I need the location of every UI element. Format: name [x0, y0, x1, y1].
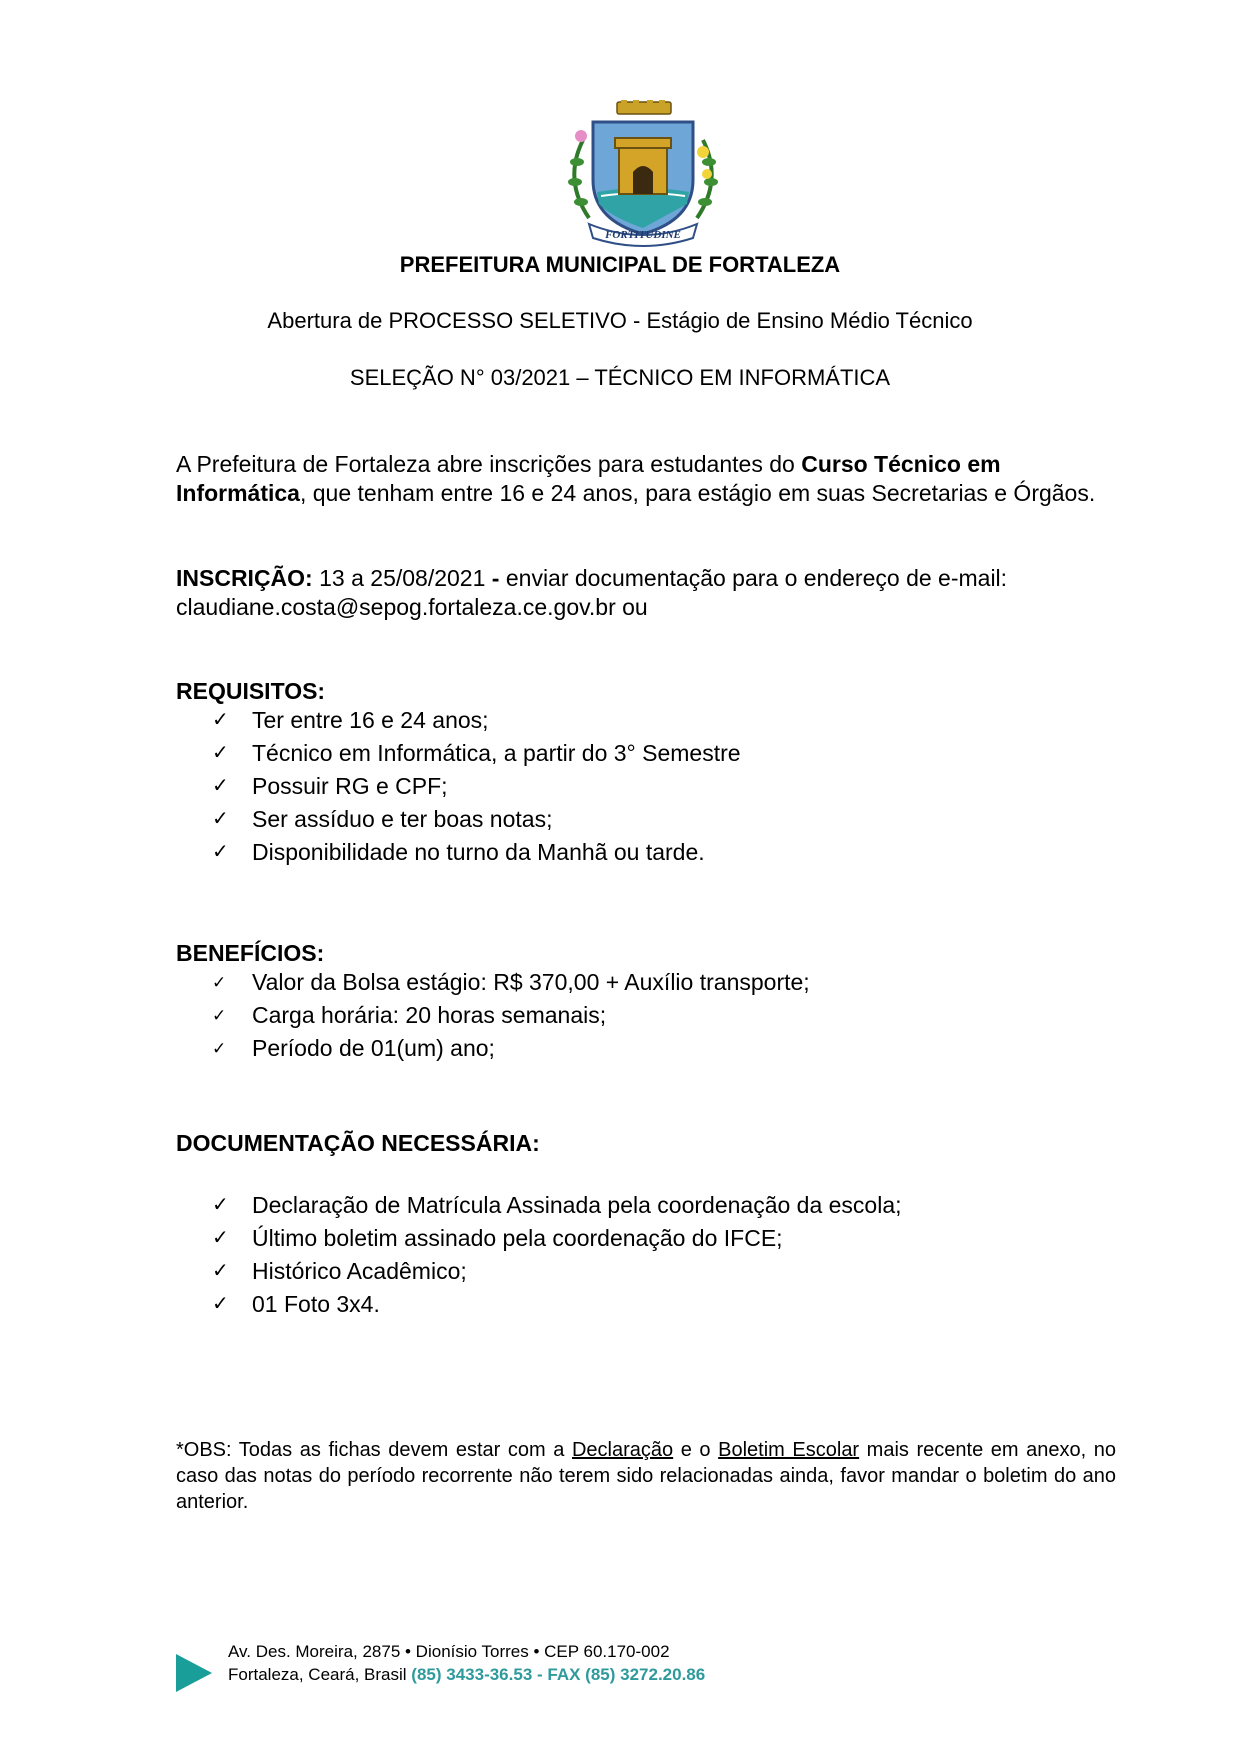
list-item: ✓ Histórico Acadêmico;	[212, 1255, 902, 1288]
inscricao-label: INSCRIÇÃO:	[176, 565, 313, 591]
page-subtitle: Abertura de PROCESSO SELETIVO - Estágio de Ensino Médio Técnico	[267, 308, 973, 333]
list-item: ✓ Ter entre 16 e 24 anos;	[212, 704, 741, 737]
inscricao-dates: 13 a 25/08/2021	[312, 565, 492, 591]
city-coat-of-arms-logo	[553, 100, 733, 250]
footer-contact	[228, 1640, 705, 1686]
list-item: ✓ Possuir RG e CPF;	[212, 770, 741, 803]
check-icon: ✓	[212, 973, 227, 992]
check-icon: ✓	[212, 1227, 229, 1249]
list-item: ✓ Último boletim assinado pela coordenação do IFCE;	[212, 1222, 902, 1255]
page-title: PREFEITURA MUNICIPAL DE FORTALEZA	[399, 252, 841, 277]
footer-city: Fortaleza, Ceará, Brasil	[228, 1665, 412, 1684]
intro-course: Curso Técnico em Informática	[176, 451, 1001, 506]
list-item: ✓ Carga horária: 20 horas semanais;	[212, 999, 810, 1032]
list-item: ✓ 01 Foto 3x4.	[212, 1288, 902, 1321]
beneficios-heading: BENEFÍCIOS:	[176, 940, 325, 966]
inscricao-text: enviar documentação para o endereço de e-mail: claudiane.costa@sepog.fortaleza.ce.gov.br ou	[176, 565, 1008, 620]
beneficios-list	[212, 966, 810, 1065]
intro-text-after: , que tenham entre 16 e 24 anos, para estágio em suas Secretarias e Órgãos.	[299, 480, 1096, 506]
documentacao-heading: DOCUMENTAÇÃO NECESSÁRIA:	[176, 1130, 540, 1156]
boletim-underlined: Boletim Escolar	[718, 1439, 860, 1461]
check-icon: ✓	[212, 1039, 227, 1058]
list-item: ✓ Ser assíduo e ter boas notas;	[212, 803, 741, 836]
crest-motto: FORTITUDINE	[605, 229, 681, 241]
inscricao-paragraph	[176, 564, 1116, 622]
check-icon: ✓	[212, 1260, 229, 1282]
check-icon: ✓	[212, 742, 229, 764]
declaracao-underlined: Declaração	[571, 1439, 674, 1461]
footer-arrow-icon	[176, 1654, 212, 1692]
check-icon: ✓	[212, 1293, 229, 1315]
documentacao-list	[212, 1189, 902, 1321]
inscricao-dash: -	[491, 565, 500, 591]
list-item: ✓ Valor da Bolsa estágio: R$ 370,00 + Auxílio transporte;	[212, 966, 810, 999]
list-item: ✓ Disponibilidade no turno da Manhã ou tarde.	[212, 836, 741, 869]
intro-paragraph	[176, 450, 1116, 508]
obs-note: *OBS: Todas as fichas devem estar com a Declaração e o Boletim Escolar mais recente em anexo, no caso das notas do período recorrente não terem sido relacionadas ainda, favor mandar o boletim do ano anterior.	[176, 1439, 1117, 1513]
check-icon: ✓	[212, 841, 229, 863]
selection-number: SELEÇÃO N° 03/2021 – TÉCNICO EM INFORMÁTICA	[349, 365, 891, 390]
check-icon: ✓	[212, 1194, 229, 1216]
intro-text-before: A Prefeitura de Fortaleza abre inscrições para estudantes do	[176, 451, 802, 477]
check-icon: ✓	[212, 1006, 227, 1025]
check-icon: ✓	[212, 709, 229, 731]
check-icon: ✓	[212, 808, 229, 830]
check-icon: ✓	[212, 775, 229, 797]
requisitos-list	[212, 704, 741, 869]
list-item: ✓ Declaração de Matrícula Assinada pela coordenação da escola;	[212, 1189, 902, 1222]
list-item: ✓ Período de 01(um) ano;	[212, 1032, 810, 1065]
footer-phone: (85) 3433-36.53 - FAX (85) 3272.20.86	[411, 1665, 706, 1684]
requisitos-heading: REQUISITOS:	[176, 678, 326, 704]
list-item: ✓ Técnico em Informática, a partir do 3° Semestre	[212, 737, 741, 770]
footer-address: Av. Des. Moreira, 2875 • Dionísio Torres • CEP 60.170-002	[228, 1642, 670, 1661]
